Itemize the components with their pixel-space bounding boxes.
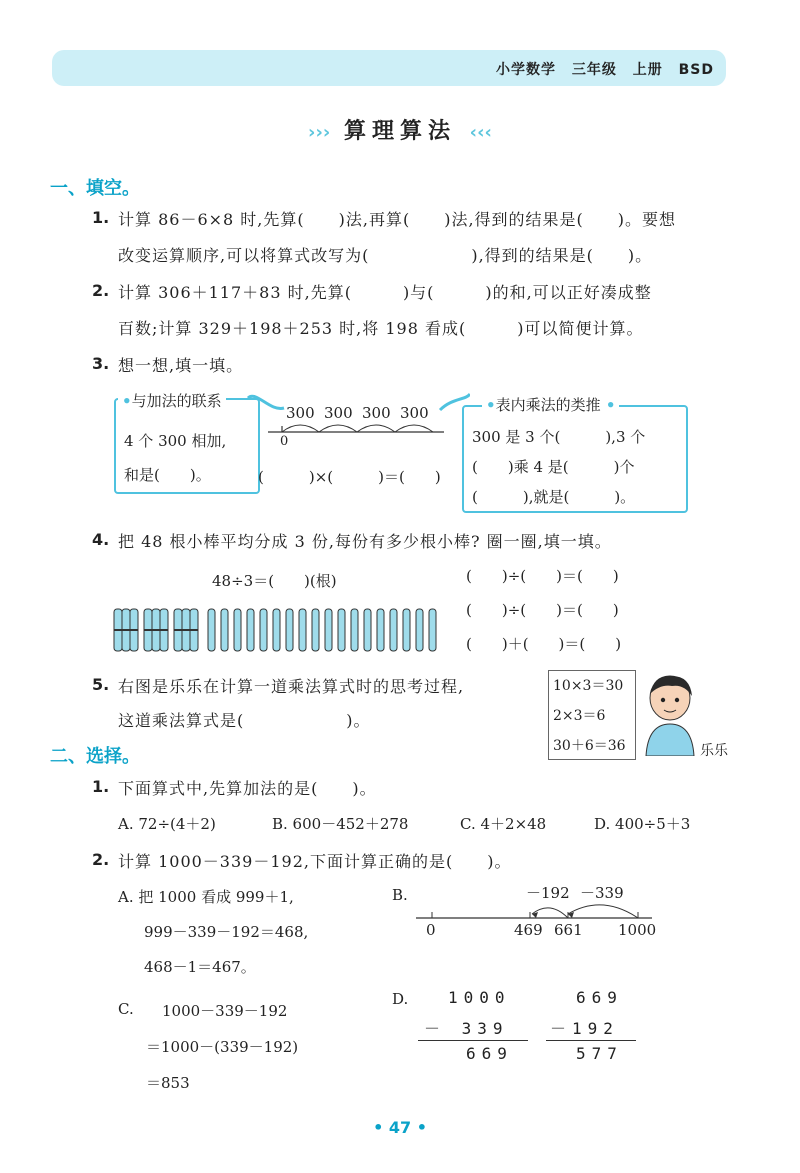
q4-equation: 48÷3＝( )(根)	[212, 572, 337, 590]
left-arrow-swoosh	[248, 396, 284, 408]
q2-line1: 计算 306＋117＋83 时,先算( )与( )的和,可以正好凑成整	[118, 283, 652, 302]
s2-q1-text: 下面算式中,先算加法的是( )。	[118, 779, 377, 798]
option-a: A. 72÷(4＋2)	[118, 815, 216, 833]
q5-line2: 这道乘法算式是( )。	[118, 711, 371, 730]
s2-q2-text: 计算 1000－339－192,下面计算正确的是( )。	[118, 852, 512, 871]
q2-number: 2.	[92, 281, 110, 300]
work-line-3: 30＋6＝36	[553, 738, 626, 754]
subject: 小学数学	[496, 62, 556, 78]
q3-left-line2: 和是( )。	[124, 466, 211, 484]
vertical-1-rule	[418, 1040, 528, 1041]
vertical-2-top: 669	[576, 988, 623, 1007]
header-text	[486, 59, 714, 79]
boy-name: 乐乐	[700, 743, 728, 759]
jump-minus-339: －339	[580, 884, 624, 902]
q5-work-box	[548, 670, 636, 760]
tick-label-661: 661	[554, 921, 583, 939]
q4-sticks-illustration	[112, 605, 452, 655]
jump-arc-4	[395, 425, 433, 432]
q1-number: 1.	[92, 208, 110, 227]
q5-number: 5.	[92, 675, 110, 694]
s2-q1-number: 1.	[92, 777, 110, 796]
q5-line1: 右图是乐乐在计算一道乘法算式时的思考过程,	[118, 677, 465, 696]
vertical-2-rule	[546, 1040, 636, 1041]
stick-bundle-1	[114, 609, 138, 651]
tick-label-469: 469	[514, 921, 543, 939]
choice-b-label: B.	[392, 886, 408, 904]
option-d: D. 400÷5＋3	[594, 815, 691, 833]
jump-label-1: 300	[286, 404, 315, 422]
vertical-1-result: 669	[466, 1044, 513, 1063]
stick-bundle-3	[174, 609, 198, 651]
q3-text: 想一想,填一填。	[118, 356, 244, 375]
choice-d-label: D.	[392, 990, 409, 1008]
option-b: B. 600－452＋278	[272, 815, 409, 833]
q3-left-box-label: •与加法的联系	[118, 390, 226, 411]
page-number: • 47 •	[373, 1118, 427, 1137]
q2-line2: 百数;计算 329＋198＋253 时,将 198 看成( )可以简便计算。	[118, 319, 644, 338]
choice-a-line1: A. 把 1000 看成 999＋1,	[118, 888, 294, 906]
choice-c-label: C.	[118, 1000, 134, 1018]
title-text: 算理算法	[343, 119, 456, 144]
choice-a-line2: 999－339－192＝468,	[144, 923, 309, 941]
jump-arc-2	[319, 425, 357, 432]
q3-right-line1: 300 是 3 个( ),3 个	[472, 428, 646, 446]
volume: 上册	[632, 62, 663, 78]
numberline-zero: 0	[280, 434, 289, 449]
choice-c-line1: 1000－339－192	[162, 1002, 288, 1020]
jump-label-4: 300	[400, 404, 429, 422]
q3-right-line2: ( )乘 4 是( )个	[472, 458, 635, 476]
tick-label-1000: 1000	[618, 921, 657, 939]
q4-eq-3: ( )＋( )＝( )	[466, 635, 622, 653]
choice-c-line2: ＝1000－(339－192)	[146, 1038, 299, 1056]
q4-number: 4.	[92, 530, 110, 549]
vertical-1-top: 1000	[448, 988, 511, 1007]
q4-eq-2: ( )÷( )＝( )	[466, 601, 619, 619]
s2-q2-number: 2.	[92, 850, 110, 869]
q4-eq-1: ( )÷( )＝( )	[466, 567, 619, 585]
jump-arc-3	[357, 425, 395, 432]
jump-minus-192: －192	[526, 884, 570, 902]
grade: 三年级	[571, 62, 617, 78]
work-line-1: 10×3＝30	[553, 678, 624, 694]
choice-a-line3: 468－1＝467。	[144, 958, 256, 976]
header-banner	[52, 50, 726, 86]
q3-right-line3: ( ),就是( )。	[472, 488, 636, 506]
single-sticks	[208, 609, 436, 651]
q4-text: 把 48 根小棒平均分成 3 份,每份有多少根小棒? 圈一圈,填一填。	[118, 532, 612, 551]
q3-equation: ( )×( )＝( )	[258, 468, 441, 486]
q3-left-line1: 4 个 300 相加,	[124, 432, 227, 450]
q3-right-box-label: •表内乘法的类推 •	[482, 394, 619, 415]
jump-label-2: 300	[324, 404, 353, 422]
q3-number-line	[240, 390, 470, 450]
option-c: C. 4＋2×48	[460, 815, 547, 833]
title-right-chevrons: ‹‹‹	[469, 122, 492, 143]
jump-arc-1	[282, 425, 319, 432]
q1-line1: 计算 86－6×8 时,先算( )法,再算( )法,得到的结果是( )。要想	[118, 210, 677, 229]
page-title	[0, 114, 800, 145]
edition: BSD	[678, 62, 714, 78]
work-line-2: 2×3＝6	[553, 708, 606, 724]
stick-bundle-2	[144, 609, 168, 651]
boy-illustration	[642, 672, 698, 756]
tick-label-0: 0	[426, 921, 436, 939]
section-2-heading: 二、选择。	[50, 746, 140, 767]
section-1-heading: 一、填空。	[50, 178, 140, 199]
jump-label-3: 300	[362, 404, 391, 422]
choice-c-line3: ＝853	[146, 1074, 190, 1092]
vertical-1-sub: － 339	[424, 1019, 509, 1038]
title-left-chevrons: ›››	[308, 122, 331, 143]
q1-line2: 改变运算顺序,可以将算式改写为( ),得到的结果是( )。	[118, 246, 653, 265]
vertical-2-result: 577	[576, 1044, 623, 1063]
q3-number: 3.	[92, 354, 110, 373]
vertical-2-sub: －192	[550, 1019, 619, 1038]
